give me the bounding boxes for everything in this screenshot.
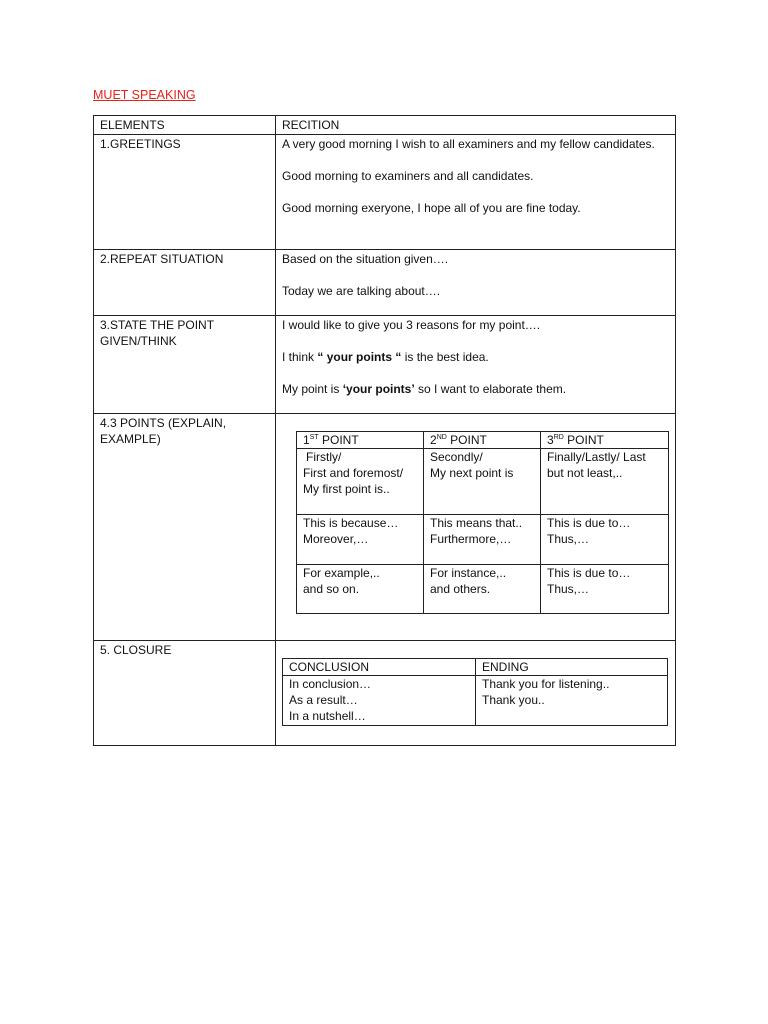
point-header-1 — [297, 432, 424, 449]
closure-row — [94, 641, 676, 746]
ending-cell — [476, 676, 668, 726]
state-line-3 — [282, 381, 669, 397]
recition-header: RECITION — [276, 116, 676, 135]
repeat-row — [94, 250, 676, 316]
point-line: Thus,… — [547, 532, 590, 546]
greetings-line-2: Good morning to examiners and all candidates. — [282, 169, 534, 183]
point-header-2-text: POINT — [446, 433, 487, 447]
point-header-3-sup: RD — [553, 434, 564, 441]
repeat-line-2: Today we are talking about…. — [282, 284, 441, 298]
greetings-label: 1.GREETINGS — [94, 135, 276, 250]
point-line: Finally/Lastly/ Last — [547, 450, 646, 464]
point-cell — [424, 565, 541, 614]
point-header-1-num: 1 — [303, 433, 310, 447]
closure-header-row — [283, 659, 668, 676]
ending-line: Thank you for listening.. — [482, 677, 610, 691]
conclusion-line: In conclusion… — [289, 677, 372, 691]
point-line: This is due to… — [547, 566, 631, 580]
points-cell — [276, 414, 676, 641]
point-line: Thus,… — [547, 582, 590, 596]
greetings-line-1: A very good morning I wish to all examiners and my fellow candidates. — [282, 137, 655, 151]
conclusion-cell — [283, 676, 476, 726]
points-row-2 — [297, 515, 669, 565]
point-line: For example,.. — [303, 566, 380, 580]
points-label — [94, 414, 276, 641]
state-label-line-2: GIVEN/THINK — [100, 334, 177, 348]
point-cell — [424, 449, 541, 515]
points-header-row — [297, 432, 669, 449]
point-cell — [541, 449, 669, 515]
repeat-recition — [276, 250, 676, 316]
closure-cell — [276, 641, 676, 746]
point-cell — [541, 515, 669, 565]
point-cell — [297, 449, 424, 515]
points-label-line-2: EXAMPLE) — [100, 432, 161, 446]
point-cell — [424, 515, 541, 565]
header-row — [94, 116, 676, 135]
points-row — [94, 414, 676, 641]
state-line-1: I would like to give you 3 reasons for my point…. — [282, 318, 541, 332]
points-row-1 — [297, 449, 669, 515]
point-line: For instance,.. — [430, 566, 507, 580]
document-title: MUET SPEAKING — [93, 88, 196, 102]
state-line-2-bold: “ your points “ — [317, 350, 402, 364]
closure-label: 5. CLOSURE — [94, 641, 276, 746]
state-recition — [276, 316, 676, 414]
points-table — [296, 431, 669, 614]
point-line: This is due to… — [547, 516, 631, 530]
repeat-label: 2.REPEAT SITUATION — [94, 250, 276, 316]
points-label-line-1: 4.3 POINTS (EXPLAIN, — [100, 416, 227, 430]
point-line: Moreover,… — [303, 532, 369, 546]
point-header-2-sup: ND — [436, 434, 447, 441]
state-line-2-pre: I think — [282, 350, 318, 364]
speaking-table — [93, 115, 676, 746]
point-line: Furthermore,… — [430, 532, 512, 546]
point-cell — [297, 565, 424, 614]
point-line: Firstly/ — [306, 450, 342, 464]
state-row — [94, 316, 676, 414]
point-line: and so on. — [303, 582, 360, 596]
ending-header: ENDING — [476, 659, 668, 676]
state-line-3-post: so I want to elaborate them. — [414, 382, 567, 396]
ending-line: Thank you.. — [482, 693, 545, 707]
state-line-3-bold: ‘your points’ — [342, 382, 415, 396]
state-line-2-post: is the best idea. — [401, 350, 489, 364]
point-header-2 — [424, 432, 541, 449]
point-line: My first point is.. — [303, 482, 390, 496]
point-line: First and foremost/ — [303, 466, 404, 480]
points-row-3 — [297, 565, 669, 614]
greetings-line-3: Good morning exeryone, I hope all of you are fine today. — [282, 201, 581, 215]
state-label — [94, 316, 276, 414]
greetings-recition — [276, 135, 676, 250]
closure-body-row — [283, 676, 668, 726]
point-header-1-text: POINT — [318, 433, 359, 447]
point-header-3 — [541, 432, 669, 449]
point-cell — [541, 565, 669, 614]
point-line: My next point is — [430, 466, 514, 480]
point-line: Secondly/ — [430, 450, 483, 464]
conclusion-line: In a nutshell… — [289, 709, 366, 723]
state-label-line-1: 3.STATE THE POINT — [100, 318, 215, 332]
conclusion-line: As a result… — [289, 693, 358, 707]
point-header-3-num: 3 — [547, 433, 554, 447]
greetings-row — [94, 135, 676, 250]
closure-table — [282, 658, 668, 726]
point-header-3-text: POINT — [563, 433, 604, 447]
point-cell — [297, 515, 424, 565]
point-line: This is because… — [303, 516, 399, 530]
repeat-line-1: Based on the situation given…. — [282, 252, 449, 266]
conclusion-header: CONCLUSION — [283, 659, 476, 676]
state-line-2 — [282, 349, 669, 365]
point-header-2-num: 2 — [430, 433, 437, 447]
point-header-1-sup: ST — [309, 434, 319, 441]
point-line: This means that.. — [430, 516, 523, 530]
point-line: but not least,.. — [547, 466, 623, 480]
point-line: and others. — [430, 582, 491, 596]
state-line-3-pre: My point is — [282, 382, 343, 396]
elements-header: ELEMENTS — [94, 116, 276, 135]
